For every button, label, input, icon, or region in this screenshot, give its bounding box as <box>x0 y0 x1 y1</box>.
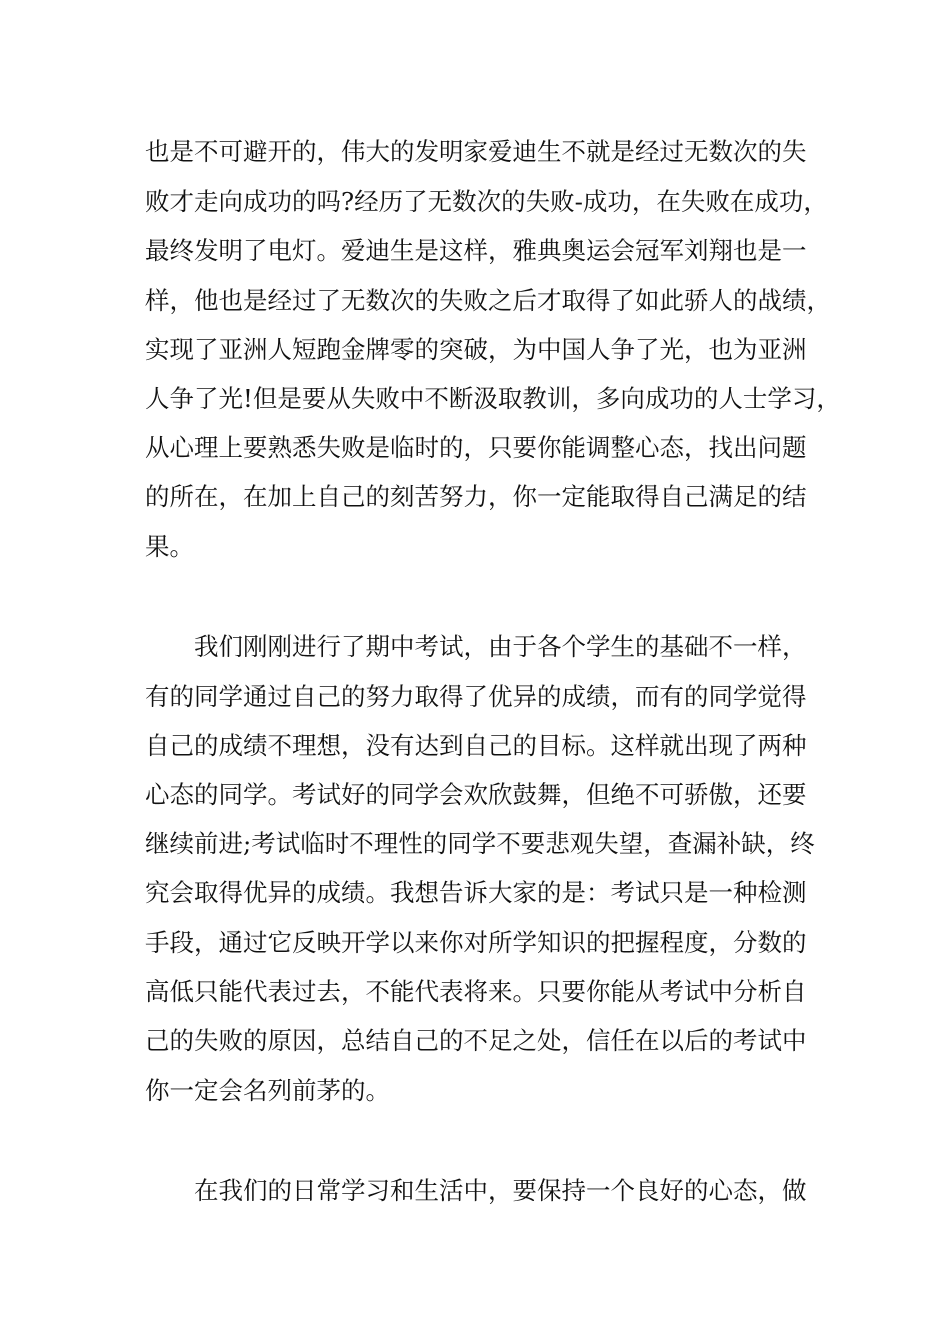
paragraph-1-line-3: 最终发明了电灯。爱迪生是这样，雅典奥运会冠军刘翔也是一 <box>145 236 807 265</box>
paragraph-2-line-10: 你一定会名列前茅的。 <box>145 1076 390 1105</box>
paragraph-2-line-2: 有的同学通过自己的努力取得了优异的成绩，而有的同学觉得 <box>145 682 807 711</box>
paragraph-3-line-1: 在我们的日常学习和生活中，要保持一个良好的心态，做 <box>194 1176 807 1205</box>
paragraph-2-line-1: 我们刚刚进行了期中考试，由于各个学生的基础不一样， <box>194 632 807 661</box>
paragraph-1-line-5: 实现了亚洲人短跑金牌零的突破，为中国人争了光，也为亚洲 <box>145 335 807 364</box>
paragraph-2-line-5: 继续前进;考试临时不理性的同学不要悲观失望，查漏补缺，终 <box>145 829 815 858</box>
paragraph-2-line-4: 心态的同学。考试好的同学会欢欣鼓舞，但绝不可骄傲，还要 <box>145 780 807 809</box>
paragraph-1-line-8: 的所在，在加上自己的刻苦努力，你一定能取得自己满足的结 <box>145 482 807 511</box>
paragraph-2-line-8: 高低只能代表过去，不能代表将来。只要你能从考试中分析自 <box>145 977 807 1006</box>
paragraph-1-line-6: 人争了光!但是要从失败中不断汲取教训，多向成功的人士学习， <box>145 384 841 413</box>
paragraph-2-line-9: 己的失败的原因，总结自己的不足之处，信任在以后的考试中 <box>145 1026 807 1055</box>
paragraph-1-line-1: 也是不可避开的，伟大的发明家爱迪生不就是经过无数次的失 <box>145 137 807 166</box>
paragraph-1-line-4: 样，他也是经过了无数次的失败之后才取得了如此骄人的战绩， <box>145 286 831 315</box>
paragraph-1-line-9: 果。 <box>145 532 194 561</box>
paragraph-2-line-7: 手段，通过它反映开学以来你对所学知识的把握程度，分数的 <box>145 928 807 957</box>
paragraph-1-line-7: 从心理上要熟悉失败是临时的，只要你能调整心态，找出问题 <box>145 433 807 462</box>
paragraph-2-line-6: 究会取得优异的成绩。我想告诉大家的是：考试只是一种检测 <box>145 878 807 907</box>
paragraph-2-line-3: 自己的成绩不理想，没有达到自己的目标。这样就出现了两种 <box>145 731 807 760</box>
paragraph-1-line-2: 败才走向成功的吗?经历了无数次的失败-成功，在失败在成功， <box>145 187 828 216</box>
